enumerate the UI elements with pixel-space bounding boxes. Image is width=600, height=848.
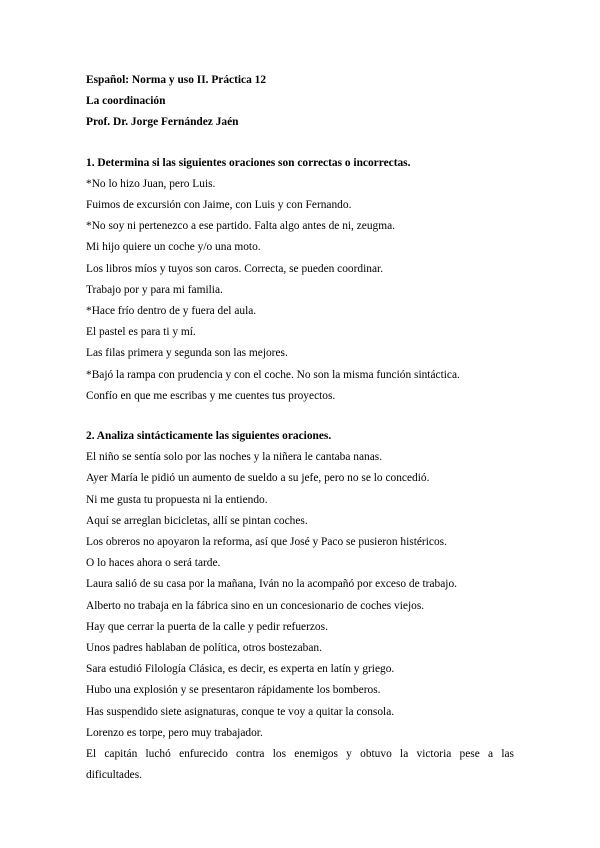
exercise-2-item: El niño se sentía solo por las noches y la niñera le cantaba nanas. <box>86 451 383 464</box>
exercise-2-item: Aquí se arreglan bicicletas, allí se pintan coches. <box>86 514 308 527</box>
exercise-2-item: Ni me gusta tu propuesta ni la entiendo. <box>86 493 268 506</box>
exercise-2-title: 2. Analiza sintácticamente las siguientes oraciones. <box>86 430 332 443</box>
topic-title: La coordinación <box>86 95 166 108</box>
professor-name: Prof. Dr. Jorge Fernández Jaén <box>86 116 239 129</box>
exercise-2-item: Unos padres hablaban de política, otros bostezaban. <box>86 642 322 655</box>
exercise-2-item-last-line2: dificultades. <box>86 769 142 782</box>
exercise-1 <box>86 153 514 407</box>
exercise-2-item: O lo haces ahora o será tarde. <box>86 557 221 570</box>
exercise-2-list <box>86 447 514 786</box>
exercise-2-item-last-line1: El capitán luchó enfurecido contra los enemigos y obtuvo la victoria pese a las <box>86 748 514 761</box>
exercise-2-item: Has suspendido siete asignaturas, conque te voy a quitar la consola. <box>86 705 395 718</box>
exercise-2-item: Laura salió de su casa por la mañana, Iván no la acompañó por exceso de trabajo. <box>86 578 457 591</box>
exercise-2-item: Lorenzo es torpe, pero muy trabajador. <box>86 726 263 739</box>
exercise-1-item: *No soy ni pertenezco a ese partido. Falta algo antes de ni, zeugma. <box>86 220 396 233</box>
exercise-1-item: Trabajo por y para mi familia. <box>86 283 223 296</box>
exercise-2-item: Hubo una explosión y se presentaron rápidamente los bomberos. <box>86 684 381 697</box>
document-body <box>86 70 514 787</box>
exercise-1-item: Los libros míos y tuyos son caros. Correcta, se pueden coordinar. <box>86 262 384 275</box>
exercise-2-item: Sara estudió Filología Clásica, es decir, es experta en latín y griego. <box>86 663 395 676</box>
course-title: Español: Norma y uso II. Práctica 12 <box>86 74 267 86</box>
exercise-1-item: El pastel es para ti y mí. <box>86 326 196 339</box>
exercise-1-item: *Hace frío dentro de y fuera del aula. <box>86 305 257 318</box>
document-header <box>86 70 514 134</box>
exercise-1-item: *Bajó la rampa con prudencia y con el coche. No son la misma función sintáctica. <box>86 368 460 381</box>
exercise-2-item: Alberto no trabaja en la fábrica sino en un concesionario de coches viejos. <box>86 599 425 612</box>
exercise-2-item: Los obreros no apoyaron la reforma, así que José y Paco se pusieron histéricos. <box>86 536 447 549</box>
exercise-2-item: Hay que cerrar la puerta de la calle y pedir refuerzos. <box>86 620 328 633</box>
exercise-2 <box>86 426 514 786</box>
exercise-2-item: Ayer María le pidió un aumento de sueldo a su jefe, pero no se lo concedió. <box>86 472 430 485</box>
exercise-1-item: Las filas primera y segunda son las mejores. <box>86 347 288 360</box>
exercise-1-item: Confío en que me escribas y me cuentes tus proyectos. <box>86 389 336 402</box>
exercise-1-list <box>86 174 514 407</box>
exercise-1-item: *No lo hizo Juan, pero Luis. <box>86 177 216 190</box>
exercise-1-title: 1. Determina si las siguientes oraciones son correctas o incorrectas. <box>86 156 411 169</box>
exercise-1-item: Mi hijo quiere un coche y/o una moto. <box>86 241 261 254</box>
exercise-1-item: Fuimos de excursión con Jaime, con Luis y con Fernando. <box>86 199 352 212</box>
